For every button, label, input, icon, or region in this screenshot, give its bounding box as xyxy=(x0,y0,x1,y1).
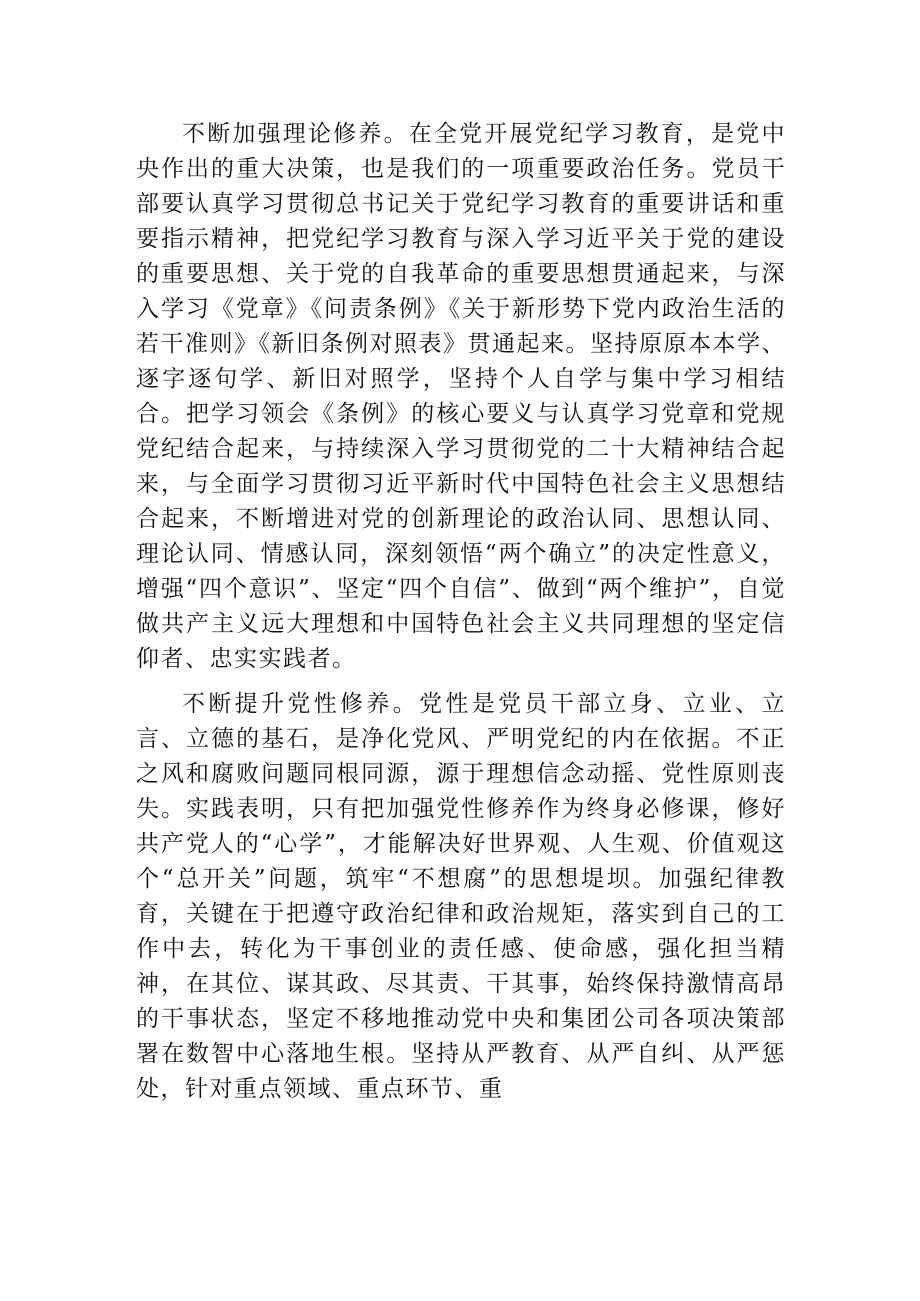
document-body xyxy=(136,117,786,1117)
paragraph-party-spirit-cultivation: 不断提升党性修养。党性是党员干部立身、立业、立言、立德的基石，是净化党风、严明党纪的内在依据。不正之风和腐败问题同根同源，源于理想信念动摇、党性原则丧失。实践表明，只有把加强党性修养作为终身必修课，修好共产党人的“心学”，才能解决好世界观、人生观、价值观这个“总开关”问题，筑牢“不想腐”的思想堤坝。加强纪律教育，关键在于把遵守政治纪律和政治规矩，落实到自己的工作中去，转化为干事创业的责任感、使命感，强化担当精神，在其位、谋其政、尽其责、干其事，始终保持激情高昂的干事状态，坚定不移地推动党中央和集团公司各项决策部署在数智中心落地生根。坚持从严教育、从严自纠、从严惩处，针对重点领域、重点环节、重 xyxy=(136,691,786,1102)
paragraph-theory-cultivation: 不断加强理论修养。在全党开展党纪学习教育，是党中央作出的重大决策，也是我们的一项重要政治任务。党员干部要认真学习贯彻总书记关于党纪学习教育的重要讲话和重要指示精神，把党纪学习教育与深入学习近平关于党的建设的重要思想、关于党的自我革命的重要思想贯通起来，与深入学习《党章》《问责条例》《关于新形势下党内政治生活的若干准则》《新旧条例对照表》贯通起来。坚持原原本本学、逐字逐句学、新旧对照学，坚持个人自学与集中学习相结合。把学习领会《条例》的核心要义与认真学习党章和党规党纪结合起来，与持续深入学习贯彻党的二十大精神结合起来，与全面学习贯彻习近平新时代中国特色社会主义思想结合起来，不断增进对党的创新理论的政治认同、思想认同、理论认同、情感认同，深刻领悟“两个确立”的决定性意义，增强“四个意识”、坚定“四个自信”、做到“两个维护”，自觉做共产主义远大理想和中国特色社会主义共同理想的坚定信仰者、忠实实践者。 xyxy=(136,121,786,672)
